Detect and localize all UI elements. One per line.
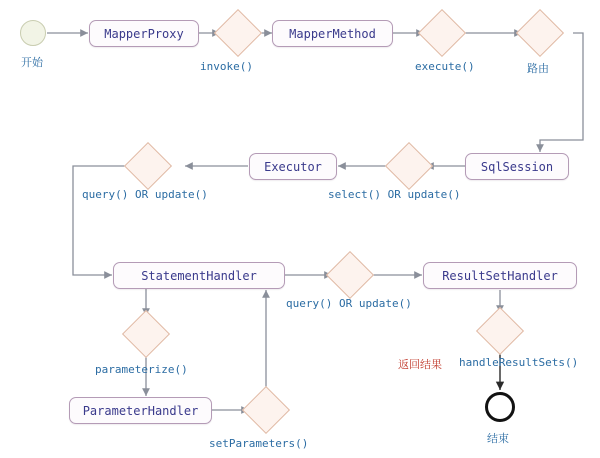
node-sql-session: SqlSession — [465, 153, 569, 180]
label-invoke: invoke() — [200, 60, 253, 73]
label-parameterize: parameterize() — [95, 363, 188, 376]
label-query-or-update-mid: query() OR update() — [286, 297, 412, 310]
label-start: 开始 — [21, 56, 43, 69]
edge-routing-to-sqlsession — [540, 33, 583, 152]
label-query-or-update-left: query() OR update() — [82, 188, 208, 201]
node-mapper-method: MapperMethod — [272, 20, 393, 47]
node-result-set-handler: ResultSetHandler — [423, 262, 577, 289]
node-mapper-proxy: MapperProxy — [89, 20, 199, 47]
label-routing: 路由 — [527, 62, 549, 75]
label-end: 结束 — [487, 432, 509, 445]
label-select-or-update: select() OR update() — [328, 188, 461, 201]
label-handle-result-sets: handleResultSets() — [459, 356, 579, 369]
node-start — [20, 20, 46, 46]
label-set-parameters: setParameters() — [209, 437, 309, 450]
edge-query-to-statementhandler — [73, 166, 130, 275]
node-parameter-handler: ParameterHandler — [69, 397, 212, 424]
node-statement-handler: StatementHandler — [113, 262, 285, 289]
node-executor: Executor — [249, 153, 337, 180]
node-end — [485, 392, 515, 422]
label-return-result: 返回结果 — [398, 358, 442, 371]
label-execute: execute() — [415, 60, 475, 73]
